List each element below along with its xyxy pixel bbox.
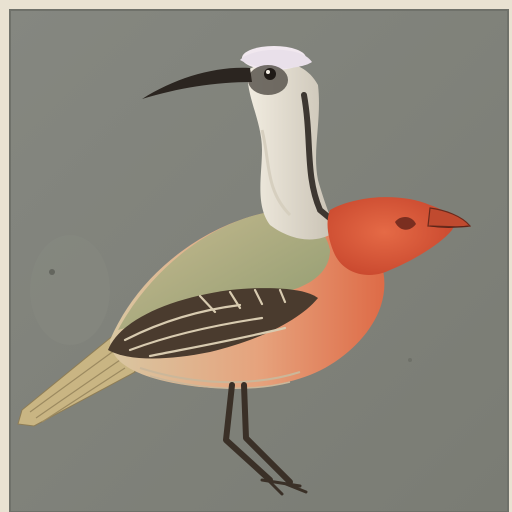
bird-eye [264,68,276,80]
paper-spot [49,269,55,275]
paper-stain [30,235,110,345]
eye-highlight [266,70,270,74]
paper-spot [408,358,412,362]
